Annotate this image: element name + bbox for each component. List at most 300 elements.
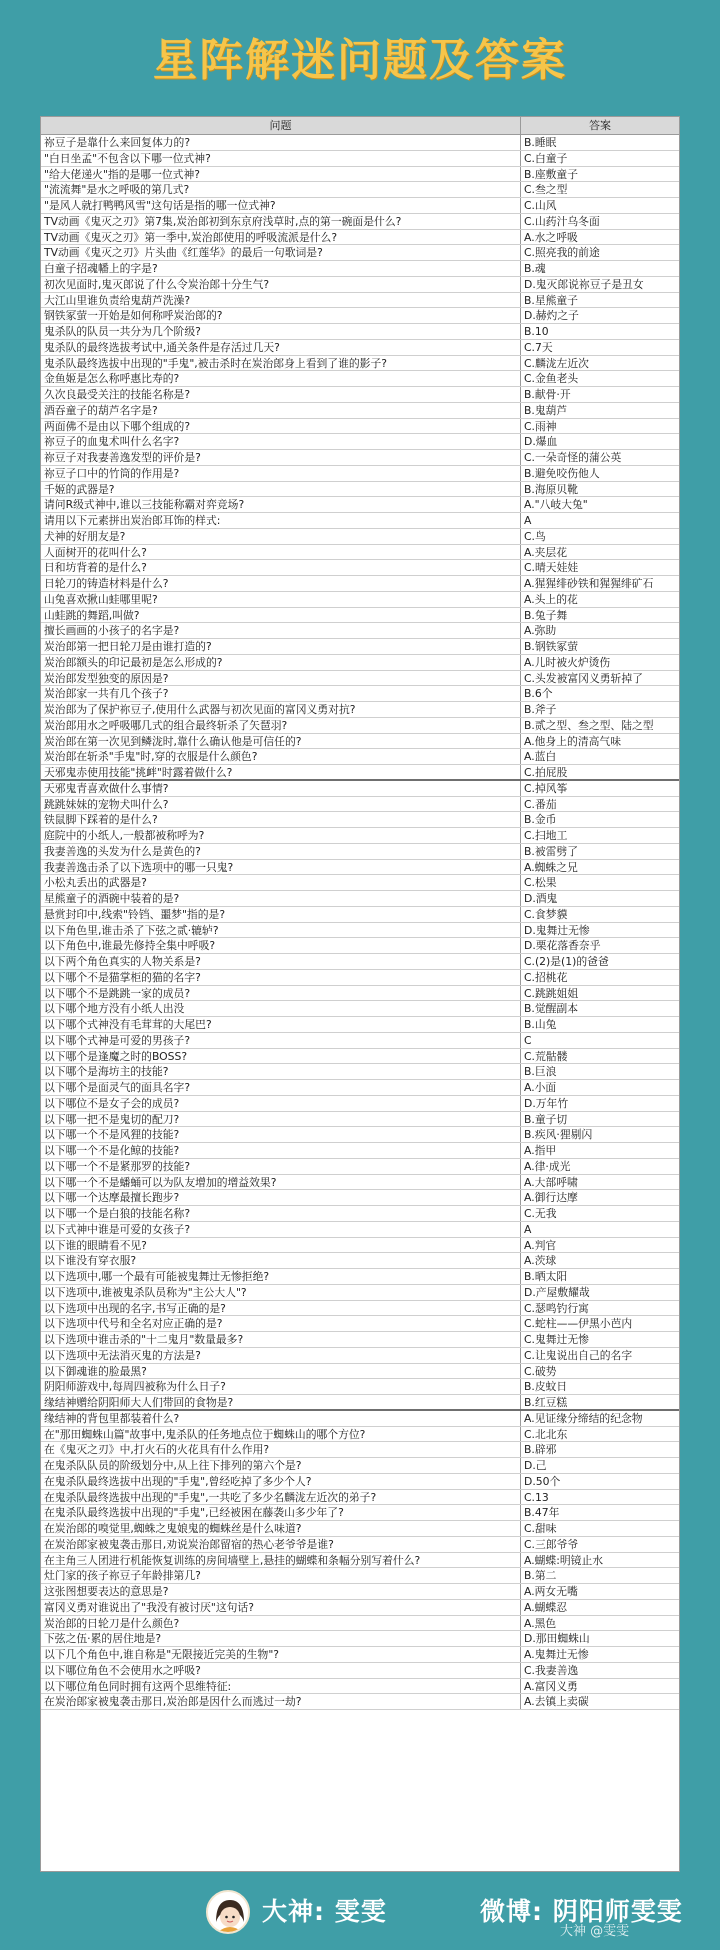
answer-cell: C.无我 (524, 1207, 557, 1220)
table-row (41, 970, 679, 986)
question-cell: 在鬼杀队最终选拔中出现的"手鬼",已经被困在藤袭山多少年了? (41, 1505, 521, 1520)
table-row (41, 261, 679, 277)
answer-cell: B.10 (524, 325, 549, 338)
answer-cell: B.座敷童子 (524, 167, 579, 181)
page-title: 星阵解迷问题及答案 (153, 35, 567, 86)
question-cell: 炭治郎在斩杀"手鬼"时,穿的衣服是什么颜色? (41, 749, 521, 764)
answer-cell: C.松果 (524, 876, 557, 890)
weibo-label: 微博: 阴阳师雯雯 (480, 1897, 683, 1926)
answer-cell: A.去镇上卖碳 (524, 1695, 589, 1709)
table-row (41, 671, 679, 687)
answer-cell: C.晴天娃娃 (524, 561, 579, 575)
table-row (41, 1537, 679, 1553)
table-row (41, 1253, 679, 1269)
answer-cell: A.儿时被火炉烫伤 (524, 655, 611, 669)
question-cell: 富冈义勇对谁说出了"我没有被讨厌"这句话? (41, 1600, 521, 1615)
answer-cell: A.见证缘分缔结的纪念物 (524, 1411, 643, 1425)
answer-cell: B.睡眠 (524, 136, 557, 149)
answer-cell: C.照亮我的前途 (524, 246, 600, 260)
table-row (41, 734, 679, 750)
table-row (41, 1049, 679, 1065)
question-cell: 请问R级式神中,谁以三技能称霸对弈竞场? (41, 497, 521, 512)
table-row (41, 812, 679, 828)
question-cell: 庭院中的小纸人,一般都被称呼为? (41, 828, 521, 843)
answer-cell: D.50个 (524, 1474, 561, 1488)
question-cell: 以下选项中代号和全名对应正确的是? (41, 1316, 521, 1331)
table-row (41, 1159, 679, 1175)
table-row (41, 1379, 679, 1395)
question-cell: 犬神的好朋友是? (41, 529, 521, 544)
table-row (41, 1301, 679, 1317)
question-cell: 以下选项中无法消灭鬼的方法是? (41, 1348, 521, 1363)
answer-cell: D.酒鬼 (524, 892, 558, 905)
question-column-header: 问题 (41, 117, 521, 134)
table-row (41, 1600, 679, 1616)
question-cell: 祢豆子的血鬼术叫什么名字? (41, 434, 521, 449)
question-cell: 我妻善逸击杀了以下选项中的哪一只鬼? (41, 860, 521, 875)
table-row (41, 954, 679, 970)
answer-cell: A.水之呼吸 (524, 230, 578, 244)
answer-cell: A."八岐大兔" (524, 498, 588, 512)
table-row (41, 419, 679, 435)
question-cell: "给大佬递火"指的是哪一位式神? (41, 167, 521, 182)
question-cell: 日轮刀的铸造材料是什么? (41, 576, 521, 591)
answer-cell: B.童子切 (524, 1112, 568, 1126)
answer-cell: C.白童子 (524, 151, 568, 165)
question-cell: 炭治郎第一把日轮刀是由谁打造的? (41, 639, 521, 654)
question-cell: 以下哪一个是白狼的技能名称? (41, 1206, 521, 1221)
answer-cell: C.北北东 (524, 1427, 568, 1441)
answer-cell: B.第二 (524, 1569, 557, 1583)
table-row (41, 797, 679, 813)
answer-cell: B.觉醒副本 (524, 1002, 579, 1016)
question-cell: 炭治郎的日轮刀是什么颜色? (41, 1616, 521, 1631)
table-row (41, 702, 679, 718)
question-cell: 以下选项中,哪一个最有可能被鬼舞辻无惨拒绝? (41, 1269, 521, 1284)
table-row (41, 529, 679, 545)
answer-cell: B.避免咬伤他人 (524, 466, 600, 480)
question-cell: 以下式神中谁是可爱的女孩子? (41, 1222, 521, 1237)
answer-cell: C.金鱼老头 (524, 372, 579, 386)
answer-cell: B.钢铁冢萤 (524, 640, 579, 653)
answer-cell: A.他身上的清高气味 (524, 734, 622, 748)
answer-cell: B.6个 (524, 687, 553, 701)
table-row (41, 1017, 679, 1033)
question-cell: 初次见面时,鬼灭郎说了什么令炭治郎十分生气? (41, 277, 521, 292)
table-row (41, 450, 679, 466)
answer-cell: C.雨神 (524, 419, 557, 433)
answer-cell: C.掉风筝 (524, 781, 568, 795)
answer-cell: C.叁之型 (524, 183, 568, 197)
question-cell: 以下选项中,谁被鬼杀队员称为"主公大人"? (41, 1285, 521, 1300)
answer-cell: A.两女无嘴 (524, 1585, 578, 1598)
question-cell: 擅长画画的小孩子的名字是? (41, 623, 521, 638)
answer-cell: C.山药汁乌冬面 (524, 214, 600, 228)
table-row (41, 293, 679, 309)
answer-cell: B.晒太阳 (524, 1270, 568, 1283)
question-cell: 金鱼姬是怎么称呼惠比寿的? (41, 371, 521, 386)
question-cell: "白日坐孟"不包含以下哪一位式神? (41, 151, 521, 166)
table-row (41, 371, 679, 387)
table-row (41, 1679, 679, 1695)
question-cell: 在"那田蜘蛛山篇"故事中,鬼杀队的任务地点位于蜘蛛山的哪个方位? (41, 1427, 521, 1442)
question-cell: 以下哪个是面灵气的面具名字? (41, 1080, 521, 1095)
question-cell: 祢豆子是靠什么来回复体力的? (41, 135, 521, 150)
question-cell: 星熊童子的酒碗中装着的是? (41, 891, 521, 906)
watermark: 大神 @雯雯 (560, 1924, 630, 1939)
question-cell: 在主角三人团进行机能恢复训练的房间墙壁上,悬挂的蝴蝶和条幅分别写着什么? (41, 1553, 521, 1568)
table-row (41, 1064, 679, 1080)
table-row (41, 1663, 679, 1679)
question-cell: 炭治郎在第一次见到鳞泷时,靠什么确认他是可信任的? (41, 734, 521, 749)
question-cell: 以下哪一个达摩最擅长跑步? (41, 1190, 521, 1205)
answer-cell: B.金币 (524, 813, 557, 827)
table-row (41, 1364, 679, 1380)
answer-cell: D.那田蜘蛛山 (524, 1632, 590, 1646)
table-row (41, 907, 679, 923)
table-row (41, 1096, 679, 1112)
question-cell: 以下两个角色真实的人物关系是? (41, 954, 521, 969)
question-cell: 铁鼠脚下踩着的是什么? (41, 812, 521, 827)
answer-cell: B.47年 (524, 1506, 560, 1520)
question-cell: 以下选项中出现的名字,书写正确的是? (41, 1301, 521, 1316)
table-row (41, 1568, 679, 1584)
question-cell: 在炭治郎的嗅觉里,蜘蛛之鬼娘鬼的蜘蛛丝是什么味道? (41, 1521, 521, 1536)
answer-cell: A.黑色 (524, 1616, 557, 1630)
table-row (41, 1616, 679, 1632)
table-row (41, 1395, 679, 1411)
answer-cell: C.瑟鸣钓行寓 (524, 1301, 589, 1315)
table-row (41, 1521, 679, 1537)
answer-cell: A.夹层花 (524, 545, 568, 559)
question-cell: TV动画《鬼灭之刃》片头曲《红莲华》的最后一句歌词是? (41, 245, 521, 260)
table-row (41, 639, 679, 655)
table-row (41, 560, 679, 576)
table-row (41, 214, 679, 230)
question-cell: 日和坊背着的是什么? (41, 560, 521, 575)
table-row (41, 1112, 679, 1128)
answer-cell: A.头上的花 (524, 592, 578, 606)
table-row (41, 466, 679, 482)
answer-cell: B.红豆糕 (524, 1396, 568, 1409)
table-row (41, 198, 679, 214)
question-cell: 跳跳妹妹的宠物犬叫什么? (41, 797, 521, 812)
question-cell: 我妻善逸的头发为什么是黄色的? (41, 844, 521, 859)
answer-cell: D.鬼灭郎说祢豆子是丑女 (524, 277, 644, 291)
question-cell: 阴阳师游戏中,每周四被称为什么日子? (41, 1379, 521, 1394)
question-cell: 以下哪个不是猫掌柜的猫的名字? (41, 970, 521, 985)
table-row (41, 828, 679, 844)
answer-cell: A (524, 514, 532, 527)
table-row (41, 403, 679, 419)
answer-cell: B.巨浪 (524, 1065, 557, 1079)
answer-cell: A.指甲 (524, 1144, 557, 1157)
answer-cell: C.麟泷左近次 (524, 356, 589, 370)
question-cell: 炭治郎用水之呼吸哪几式的组合最终斩杀了矢琶羽? (41, 718, 521, 733)
question-cell: 以下谁的眼睛看不见? (41, 1238, 521, 1253)
table-row (41, 1033, 679, 1049)
table-row (41, 1269, 679, 1285)
table-row (41, 151, 679, 167)
table-row (41, 1411, 679, 1427)
answer-cell: C.拍屁股 (524, 766, 568, 779)
table-row (41, 1647, 679, 1663)
question-cell: 鬼杀队的最终选拔考试中,通关条件是存活过几天? (41, 340, 521, 355)
answer-cell: A.律·成光 (524, 1159, 571, 1173)
table-row (41, 1238, 679, 1254)
table-row (41, 1490, 679, 1506)
answer-cell: B.皮蚊日 (524, 1380, 568, 1394)
answer-cell: A.小面 (524, 1081, 557, 1094)
table-row (41, 135, 679, 151)
table-row (41, 623, 679, 639)
question-cell: 炭治郎为了保护祢豆子,使用什么武器与初次见面的富冈义勇对抗? (41, 702, 521, 717)
question-cell: 悬赏封印中,线索"铃铛、噩梦"指的是? (41, 907, 521, 922)
answer-cell: A.茨球 (524, 1254, 557, 1268)
answer-cell: C.13 (524, 1490, 549, 1504)
table-row (41, 718, 679, 734)
table-row (41, 844, 679, 860)
question-cell: 炭治郎家一共有几个孩子? (41, 686, 521, 701)
table-row (41, 1505, 679, 1521)
girl-avatar-icon (208, 1892, 250, 1934)
answer-cell: B.海原贝靴 (524, 482, 579, 496)
question-cell: 以下角色中,谁最先修持全集中呼吸? (41, 938, 521, 953)
table-row (41, 1190, 679, 1206)
question-cell: 鬼杀队最终选拔中出现的"手鬼",被击杀时在炭治郎身上看到了谁的影子? (41, 356, 521, 371)
question-cell: 在鬼杀队最终选拔中出现的"手鬼",曾经吃掉了多少个人? (41, 1474, 521, 1489)
question-cell: 钢铁冢萤一开始是如何称呼炭治郎的? (41, 308, 521, 323)
answer-cell: C.(2)是(1)的爸爸 (524, 955, 609, 968)
table-row (41, 1584, 679, 1600)
table-row (41, 781, 679, 797)
answer-cell: C.让鬼说出自己的名字 (524, 1348, 633, 1362)
answer-cell: D.鬼舞辻无惨 (524, 923, 590, 937)
answer-cell: A.蓝白 (524, 750, 557, 764)
question-cell: 灶门家的孩子祢豆子年龄排第几? (41, 1568, 521, 1583)
table-row (41, 1631, 679, 1647)
question-cell: 缘结神赠给阴阳师大人们带回的食物是? (41, 1395, 521, 1409)
table-row (41, 576, 679, 592)
table-row (41, 324, 679, 340)
table-row (41, 340, 679, 356)
question-cell: 以下哪一个不是紧那罗的技能? (41, 1159, 521, 1174)
answer-cell: C.跳跳姐姐 (524, 986, 579, 1000)
question-cell: 两面佛不是由以下哪个组成的? (41, 419, 521, 434)
answer-cell: C.蛇柱——伊黑小芭内 (524, 1317, 633, 1331)
question-cell: 以下哪一个不是蟠蛹可以为队友增加的增益效果? (41, 1175, 521, 1190)
answer-cell: B.辟邪 (524, 1443, 557, 1457)
question-cell: 酒吞童子的葫芦名字是? (41, 403, 521, 418)
answer-cell: C.三郎爷爷 (524, 1537, 579, 1551)
table-row (41, 1332, 679, 1348)
answer-cell: D.赫灼之子 (524, 309, 579, 323)
table-row (41, 1316, 679, 1332)
answer-cell: A.富冈义勇 (524, 1679, 578, 1693)
answer-cell: C.招桃花 (524, 970, 568, 984)
table-row (41, 182, 679, 198)
table-row (41, 245, 679, 261)
answer-cell: B.献骨·开 (524, 388, 571, 401)
answer-cell: B.被雷劈了 (524, 844, 579, 858)
answer-cell: A.猩猩绯砂铁和猩猩绯矿石 (524, 577, 654, 590)
question-cell: 祢豆子口中的竹筒的作用是? (41, 466, 521, 481)
table-body (41, 135, 679, 1710)
answer-cell: B.斧子 (524, 703, 557, 716)
table-row (41, 1127, 679, 1143)
answer-cell: B.星熊童子 (524, 293, 579, 307)
answer-cell: B.疾风·狸剔闪 (524, 1128, 593, 1142)
answer-cell: B.山兔 (524, 1018, 557, 1031)
answer-cell: A (524, 1222, 532, 1236)
question-cell: 以下哪个是海坊主的技能? (41, 1064, 521, 1079)
question-cell: 祢豆子对我妻善逸发型的评价是? (41, 450, 521, 465)
answer-cell: A.蝴蝶:明镜止水 (524, 1553, 604, 1567)
question-cell: 天邪鬼赤使用技能"挑衅"时露着做什么? (41, 765, 521, 779)
answer-cell: D.万年竹 (524, 1096, 569, 1110)
table-row (41, 986, 679, 1002)
table-header (41, 117, 679, 135)
table-row (41, 1442, 679, 1458)
question-cell: 以下角色里,谁击杀了下弦之贰·辘轳? (41, 923, 521, 938)
answer-cell: C.扫地工 (524, 829, 568, 842)
answer-cell: A.大部呼啸 (524, 1175, 578, 1189)
question-cell: 千姬的武器是? (41, 482, 521, 497)
table-row (41, 1285, 679, 1301)
table-row (41, 891, 679, 907)
answer-cell: C.甜味 (524, 1522, 557, 1535)
question-cell: 白童子招魂幡上的字是? (41, 261, 521, 276)
answer-cell: D.栗花落香奈乎 (524, 939, 601, 953)
avatar (206, 1890, 250, 1934)
author-label: 大神: 雯雯 (262, 1897, 387, 1926)
answer-cell: C (524, 1033, 532, 1047)
question-cell: 小松丸丢出的武器是? (41, 875, 521, 890)
table-row (41, 387, 679, 403)
answer-cell: D.爆血 (524, 435, 558, 449)
table-row (41, 592, 679, 608)
question-cell: 以下哪个是逢魔之时的BOSS? (41, 1049, 521, 1064)
question-cell: 以下哪一个不是化鲸的技能? (41, 1143, 521, 1158)
question-cell: 以下哪位不是女子会的成员? (41, 1096, 521, 1111)
answer-cell: D.产屋敷耀哉 (524, 1285, 590, 1299)
question-cell: 炭治郎额头的印记最初是怎么形成的? (41, 655, 521, 670)
table-row (41, 308, 679, 324)
table-row (41, 1348, 679, 1364)
question-cell: 以下哪一个不是风狸的技能? (41, 1127, 521, 1142)
answer-cell: C.荒骷髅 (524, 1049, 568, 1063)
table-row (41, 1222, 679, 1238)
answer-cell: C.番茄 (524, 797, 557, 811)
answer-cell: C.我妻善逸 (524, 1663, 579, 1677)
question-cell: 久次良最受关注的技能名称是? (41, 387, 521, 402)
table-row (41, 938, 679, 954)
answer-cell: A.蝴蝶忍 (524, 1600, 568, 1614)
answer-cell: C.7天 (524, 340, 553, 354)
table-row (41, 545, 679, 561)
answer-cell: A.蜘蛛之兄 (524, 860, 578, 874)
table-row (41, 1427, 679, 1443)
question-cell: 以下哪位角色同时拥有这两个思维特征: (41, 1679, 521, 1694)
answer-cell: C.食梦貘 (524, 907, 568, 921)
question-cell: 这张图想要表达的意思是? (41, 1584, 521, 1599)
table-row (41, 1206, 679, 1222)
question-cell: 以下御魂谁的脸最黑? (41, 1364, 521, 1379)
question-cell: 以下哪个不是跳跳一家的成员? (41, 986, 521, 1001)
table-row (41, 1474, 679, 1490)
answer-cell: B.兔子舞 (524, 608, 568, 622)
answer-cell: B.贰之型、叁之型、陆之型 (524, 718, 654, 732)
table-row (41, 608, 679, 624)
table-row (41, 1001, 679, 1017)
table-row (41, 513, 679, 529)
table-row (41, 1080, 679, 1096)
answer-cell: D.己 (524, 1459, 547, 1472)
answer-cell: C.山风 (524, 199, 557, 212)
table-row (41, 482, 679, 498)
answer-cell: A.判官 (524, 1238, 557, 1252)
table-row (41, 1694, 679, 1710)
answer-cell: C.鸟 (524, 529, 546, 543)
question-cell: 天邪鬼青喜欢做什么事情? (41, 781, 521, 796)
question-cell: 以下哪一把不是鬼切的配刀? (41, 1112, 521, 1127)
table-row (41, 1553, 679, 1569)
answer-cell: A.鬼舞辻无惨 (524, 1648, 589, 1661)
table-row (41, 875, 679, 891)
question-cell: TV动画《鬼灭之刃》第7集,炭治郎初到东京府浅草时,点的第一碗面是什么? (41, 214, 521, 229)
question-cell: 在《鬼灭之刃》中,打火石的火花具有什么作用? (41, 1442, 521, 1457)
question-cell: "流流舞"是水之呼吸的第几式? (41, 182, 521, 197)
table-row (41, 765, 679, 781)
answer-cell: B.魂 (524, 262, 546, 275)
question-cell: 下弦之伍·累的居住地是? (41, 1631, 521, 1646)
answer-cell: C.头发被富冈义勇斩掉了 (524, 671, 643, 685)
answer-cell: C.破势 (524, 1364, 557, 1378)
table-row (41, 686, 679, 702)
question-cell: 缘结神的背包里都装着什么? (41, 1411, 521, 1426)
table-row (41, 434, 679, 450)
qa-table (40, 116, 680, 1872)
table-row (41, 1458, 679, 1474)
question-cell: 以下哪个式神是可爱的男孩子? (41, 1033, 521, 1048)
answer-column-header: 答案 (589, 119, 611, 132)
answer-cell: A.御行达摩 (524, 1191, 578, 1205)
question-cell: 以下哪个式神没有毛茸茸的大尾巴? (41, 1017, 521, 1032)
question-cell: 在炭治郎家被鬼袭击那日,炭治郎是因什么而逃过一劫? (41, 1694, 521, 1709)
question-cell: 炭治郎发型独变的原因是? (41, 671, 521, 686)
table-row (41, 356, 679, 372)
table-row (41, 655, 679, 671)
question-cell: 以下选项中谁击杀的"十二鬼月"数量最多? (41, 1332, 521, 1347)
table-row (41, 923, 679, 939)
question-cell: 在鬼杀队队员的阶级划分中,从上往下排列的第六个是? (41, 1458, 521, 1473)
question-cell: "是风人就打鸭鸭风雪"这句话是指的哪一位式神? (41, 198, 521, 213)
table-row (41, 167, 679, 183)
question-cell: 山蛙跳的舞蹈,叫做? (41, 608, 521, 623)
question-cell: 山兔喜欢揪山蛙哪里呢? (41, 592, 521, 607)
question-cell: TV动画《鬼灭之刃》第一季中,炭治郎使用的呼吸流派是什么? (41, 230, 521, 245)
question-cell: 以下几个角色中,谁自称是"无限接近完美的生物"? (41, 1647, 521, 1662)
answer-cell: B.鬼葫芦 (524, 403, 568, 417)
table-row (41, 1143, 679, 1159)
question-cell: 以下哪个地方没有小纸人出没 (41, 1001, 521, 1016)
answer-cell: A.弥助 (524, 624, 557, 638)
question-cell: 在鬼杀队最终选拔中出现的"手鬼",一共吃了多少名麟泷左近次的弟子? (41, 1490, 521, 1505)
table-row (41, 1175, 679, 1191)
question-cell: 人面树开的花叫什么? (41, 545, 521, 560)
table-row (41, 860, 679, 876)
question-cell: 在炭治郎家被鬼袭击那日,劝说炭治郎留宿的热心老爷爷是谁? (41, 1537, 521, 1552)
